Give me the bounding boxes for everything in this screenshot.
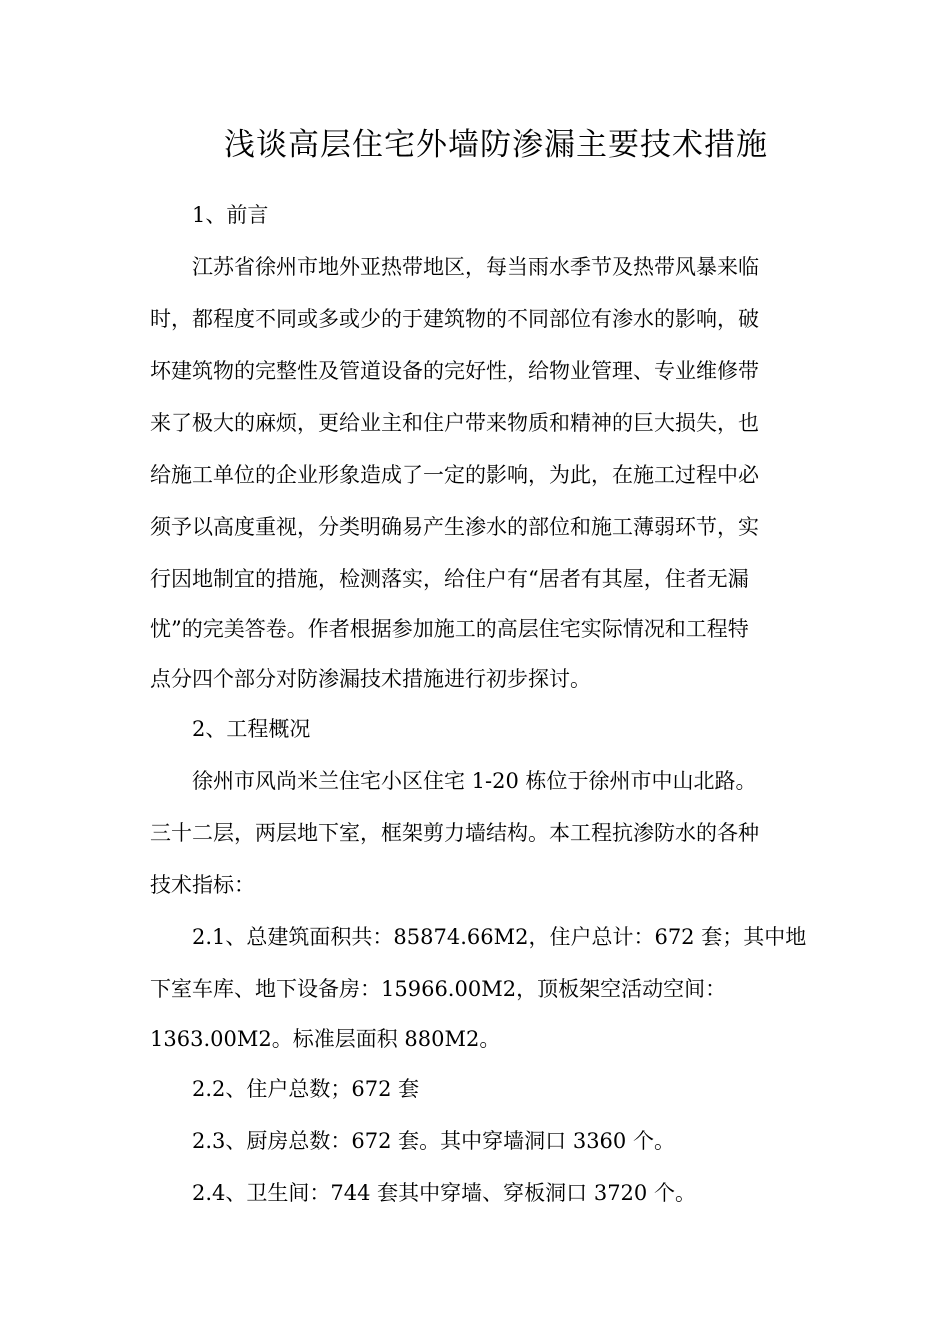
paragraph-line: 1363.00M2。标准层面积 880M2。 <box>150 1027 501 1051</box>
paragraph-line: 江苏省徐州市地外亚热带地区，每当雨水季节及热带风暴来临 <box>192 255 759 279</box>
paragraph-line: 须予以高度重视，分类明确易产生渗水的部位和施工薄弱环节，实 <box>150 515 759 539</box>
paragraph-line: 来了极大的麻烦，更给业主和住户带来物质和精神的巨大损失，也 <box>150 411 759 435</box>
list-item-2-2: 2.2、住户总数；672 套 <box>192 1077 420 1101</box>
paragraph-line: 技术指标： <box>150 873 255 897</box>
paragraph-line: 给施工单位的企业形象造成了一定的影响，为此，在施工过程中必 <box>150 463 759 487</box>
paragraph-line: 下室车库、地下设备房：15966.00M2，顶板架空活动空间： <box>150 977 727 1001</box>
paragraph-line: 坏建筑物的完整性及管道设备的完好性，给物业管理、专业维修带 <box>150 359 759 383</box>
paragraph-line: 徐州市风尚米兰住宅小区住宅 1-20 栋位于徐州市中山北路。 <box>192 769 757 793</box>
document-title: 浅谈高层住宅外墙防渗漏主要技术措施 <box>224 127 768 163</box>
list-item-2-3: 2.3、厨房总数：672 套。其中穿墙洞口 3360 个。 <box>192 1129 675 1153</box>
list-item-2-1: 2.1、总建筑面积共：85874.66M2，住户总计：672 套；其中地 <box>192 925 807 949</box>
paragraph-line: 三十二层，两层地下室，框架剪力墙结构。本工程抗渗防水的各种 <box>150 821 759 845</box>
paragraph-line: 时，都程度不同或多或少的于建筑物的不同部位有渗水的影响，破 <box>150 307 759 331</box>
paragraph-line: 忧”的完美答卷。作者根据参加施工的高层住宅实际情况和工程特 <box>150 617 749 641</box>
list-item-2-4: 2.4、卫生间：744 套其中穿墙、穿板洞口 3720 个。 <box>192 1181 696 1205</box>
paragraph-line: 点分四个部分对防渗漏技术措施进行初步探讨。 <box>150 667 591 691</box>
section-heading-preface: 1、前言 <box>192 203 269 227</box>
section-heading-overview: 2、工程概况 <box>192 717 311 741</box>
paragraph-line: 行因地制宜的措施，检测落实，给住户有“居者有其屋，住者无漏 <box>150 567 749 591</box>
